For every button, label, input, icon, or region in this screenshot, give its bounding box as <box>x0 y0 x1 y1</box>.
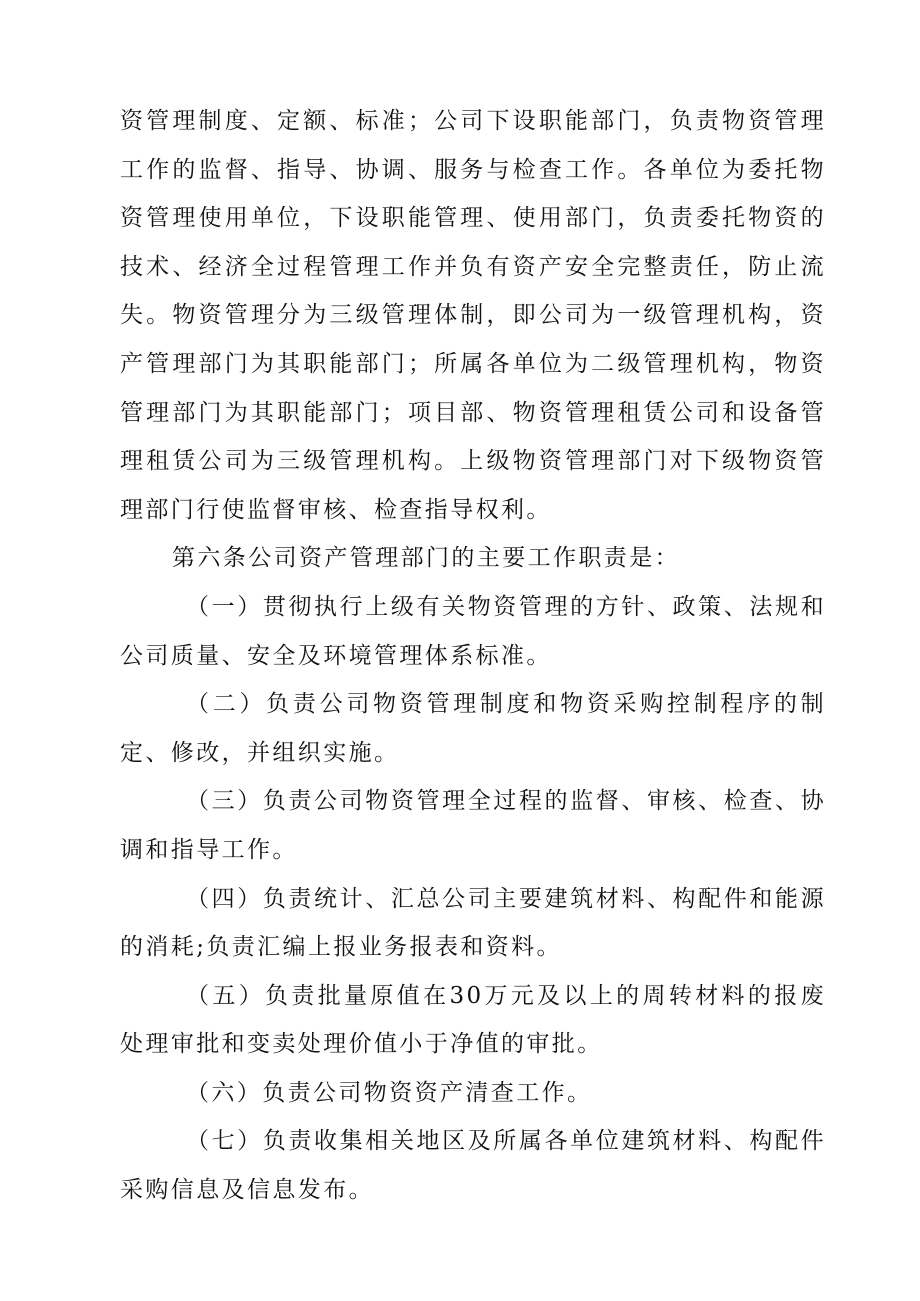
duty-item-5: （五）负责批量原值在30万元及以上的周转材料的报废处理审批和变卖处理价值小于净值的审批。 <box>120 982 826 1058</box>
document-body <box>120 97 826 1215</box>
duty-item-2: （二）负责公司物资管理制度和物资采购控制程序的制定、修改，并组织实施。 <box>120 691 826 766</box>
duty-item-6: （六）负责公司物资资产清查工作。 <box>186 1079 593 1106</box>
duty-item-3: （三）负责公司物资管理全过程的监督、审核、检查、协调和指导工作。 <box>120 788 826 863</box>
article-heading: 第六条公司资产管理部门的主要工作职责是： <box>172 545 680 572</box>
duty-item-4: （四）负责统计、汇总公司主要建筑材料、构配件和能源的消耗;负责汇编上报业务报表和资料。 <box>120 885 826 961</box>
paragraph-continuation: 资管理制度、定额、标准；公司下设职能部门，负责物资管理工作的监督、指导、协调、服务与检查工作。各单位为委托物资管理使用单位，下设职能管理、使用部门，负责委托物资的技术、经济全过程管理工作并负有资产安全完整责任，防止流失。物资管理分为三级管理体制，即公司为一级管理机构，资产管理部门为其职能部门；所属各单位为二级管理机构，物资管理部门为其职能部门；项目部、物资管理租赁公司和设备管理租赁公司为三级管理机构。上级物资管理部门对下级物资管理部门行使监督审核、检查指导权利。 <box>120 108 826 523</box>
duty-item-7: （七）负责收集相关地区及所属各单位建筑材料、构配件采购信息及信息发布。 <box>120 1128 826 1204</box>
duty-item-1: （一）贯彻执行上级有关物资管理的方针、政策、法规和公司质量、安全及环境管理体系标准。 <box>120 593 826 669</box>
